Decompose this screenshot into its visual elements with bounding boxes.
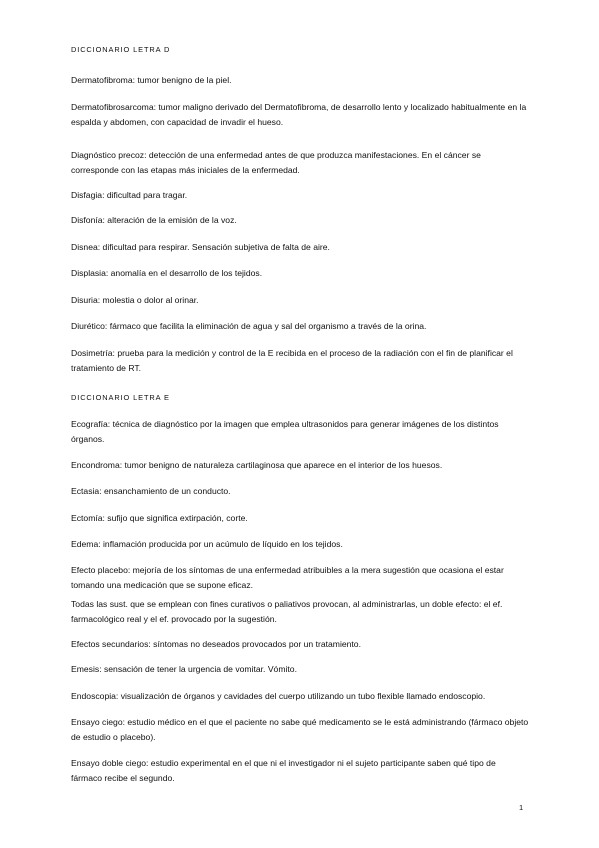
entry-text: : inflamación producida por un acúmulo de líquido en los tejidos.: [98, 539, 343, 549]
entry-ectasia: [71, 484, 529, 499]
entry-text: : sufijo que significa extirpación, corte.: [102, 513, 248, 523]
entry-disfonia: [71, 213, 529, 228]
section-heading-d: DICCIONARIO LETRA D: [71, 45, 171, 54]
entry-text: : dificultad para respirar. Sensación subjetiva de falta de aire.: [97, 242, 330, 252]
entry-emesis: [71, 662, 529, 677]
entry-endoscopia: [71, 689, 529, 704]
entry-efecto-placebo: [71, 563, 529, 592]
entry-text: : tumor maligno derivado del Dermatofibroma, de desarrollo lento y localizado habitualmente en la espalda y abdomen, con capacidad de invadir el hueso.: [71, 102, 527, 127]
entry-term: Dosimetría: [71, 348, 113, 358]
entry-text: : dificultad para tragar.: [102, 190, 188, 200]
entry-term: Diagnóstico precoz: [71, 150, 145, 160]
entry-disfagia: [71, 188, 529, 203]
entry-term: Ectasia: [71, 486, 100, 496]
entry-disnea: [71, 240, 529, 255]
entry-edema: [71, 537, 529, 552]
entry-term: Disuria: [71, 295, 98, 305]
entry-term: Disfonía: [71, 215, 103, 225]
entry-text: : tumor benigno de la piel.: [132, 75, 232, 85]
entry-text: : fármaco que facilita la eliminación de agua y sal del organismo a través de la orina.: [104, 321, 427, 331]
entry-dermatofibrosarcoma: [71, 100, 529, 129]
entry-displasia: [71, 266, 529, 281]
entry-disuria: [71, 293, 529, 308]
entry-term: Disnea: [71, 242, 98, 252]
entry-text: : mejoría de los síntomas de una enfermedad atribuibles a la mera sugestión que ocasiona el estar tomando una medicación que se supone eficaz.: [71, 565, 504, 590]
entry-text: : estudio experimental en el que ni el investigador ni el sujeto participante saben qué tipo de fármaco recibe el segundo.: [71, 758, 496, 783]
entry-text: : síntomas no deseados provocados por un tratamiento.: [148, 639, 361, 649]
entry-term: Diurético: [71, 321, 105, 331]
entry-term: Dermatofibrosarcoma: [71, 102, 154, 112]
entry-term: Ectomía: [71, 513, 103, 523]
entry-text: : visualización de órganos y cavidades del cuerpo utilizando un tubo flexible llamado endoscopio.: [115, 691, 486, 701]
entry-text: : anomalía en el desarrollo de los tejidos.: [105, 268, 263, 278]
entry-encondroma: [71, 458, 529, 473]
entry-ectomia: [71, 511, 529, 526]
entry-ensayo-doble-ciego: [71, 756, 529, 785]
entry-efecto-placebo-note: [71, 597, 529, 626]
entry-text: : detección de una enfermedad antes de que produzca manifestaciones. En el cáncer se corresponde con las etapas más iniciales de la enfermedad.: [71, 150, 481, 175]
entry-efectos-secundarios: [71, 637, 529, 652]
entry-term: Encondroma: [71, 460, 120, 470]
entry-term: Dermatofibroma: [71, 75, 133, 85]
entry-ensayo-ciego: [71, 715, 529, 744]
entry-text: : tumor benigno de naturaleza cartilaginosa que aparece en el interior de los huesos.: [119, 460, 443, 470]
entry-term: Ensayo ciego: [71, 717, 123, 727]
entry-text: : ensanchamiento de un conducto.: [99, 486, 231, 496]
entry-term: Disfagia: [71, 190, 103, 200]
entry-diuretico: [71, 319, 529, 334]
entry-text: : prueba para la medición y control de la E recibida en el proceso de la radiación con el fin de planificar el tratamiento de RT.: [71, 348, 513, 373]
entry-term: Ensayo doble ciego: [71, 758, 147, 768]
entry-text: : sensación de tener la urgencia de vomitar. Vómito.: [99, 664, 297, 674]
entry-term: Efectos secundarios: [71, 639, 149, 649]
entry-dosimetria: [71, 346, 529, 375]
section-heading-e: DICCIONARIO LETRA E: [71, 393, 170, 402]
entry-term: Efecto placebo: [71, 565, 128, 575]
entry-term: Displasia: [71, 268, 106, 278]
entry-term: Edema: [71, 539, 99, 549]
entry-text: : técnica de diagnóstico por la imagen que emplea ultrasonidos para generar imágenes de los distintos órganos.: [71, 419, 499, 444]
entry-text: : estudio médico en el que el paciente no sabe qué medicamento se le está administrando (fármaco objeto de estudio o placebo).: [71, 717, 529, 742]
entry-ecografia: [71, 417, 529, 446]
entry-text: Todas las sust. que se emplean con fines curativos o paliativos provocan, al administrarlas, un doble efecto: el ef. farmacológico real y el ef. provocado por la sugestión.: [71, 599, 503, 624]
entry-term: Ecografía: [71, 419, 108, 429]
entry-dermatofibroma: [71, 73, 529, 88]
entry-text: : molestia o dolor al orinar.: [97, 295, 199, 305]
entry-text: : alteración de la emisión de la voz.: [102, 215, 237, 225]
page-number: 1: [519, 803, 524, 812]
entry-diagnostico-precoz: [71, 148, 529, 177]
entry-term: Endoscopia: [71, 691, 116, 701]
entry-term: Emesis: [71, 664, 100, 674]
